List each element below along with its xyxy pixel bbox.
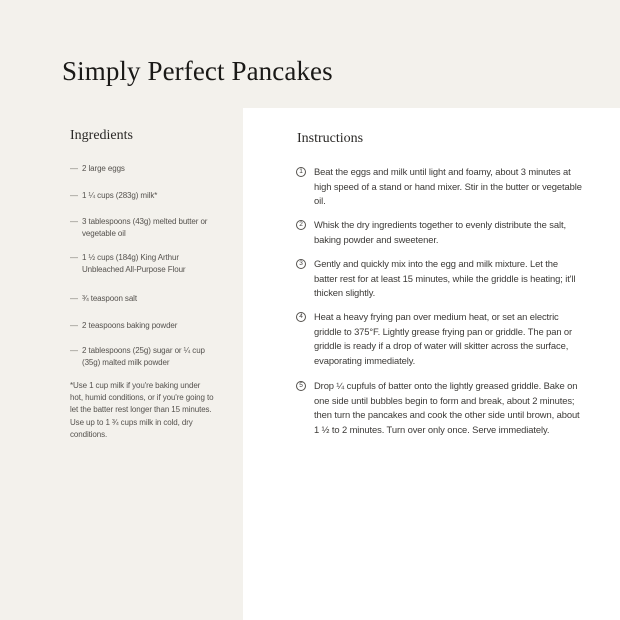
step-number-icon: 5: [296, 381, 306, 391]
ingredient-text: 2 tablespoons (25g) sugar or ¼ cup (35g) malted milk powder: [82, 346, 205, 367]
ingredient-text: ¾ teaspoon salt: [82, 294, 137, 303]
instructions-heading: Instructions: [297, 131, 364, 146]
dash-icon: —: [70, 191, 78, 200]
step-text: Drop ¼ cupfuls of batter onto the lightly greased griddle. Bake on one side until bubbles begin to form and break, about 2 minutes; then turn the pancakes and cook the other side until brown, about 1 ½ to 2 minutes. Turn over only once. Serve immediately.: [314, 380, 580, 435]
ingredients-panel: [0, 108, 243, 620]
step-text: Heat a heavy frying pan over medium heat, or set an electric griddle to 375°F. Lightly grease frying pan or griddle. The pan or griddle is ready if a drop of water will skitter across the surface, evaporating immediately.: [314, 311, 573, 366]
dash-icon: —: [70, 346, 78, 355]
page-title: Simply Perfect Pancakes: [62, 56, 333, 86]
ingredient-text: 2 large eggs: [82, 164, 125, 173]
dash-icon: —: [70, 253, 78, 262]
step-number-icon: 1: [296, 167, 306, 177]
instructions-panel: [243, 108, 620, 620]
ingredient-text: 3 tablespoons (43g) melted butter or vegetable oil: [82, 217, 208, 238]
ingredient-text: 1 ½ cups (184g) King Arthur Unbleached All-Purpose Flour: [82, 253, 186, 274]
ingredients-footnote: *Use 1 cup milk if you're baking under hot, humid conditions, or if you're going to let the batter rest longer than 15 minutes. Use up to 1 ¾ cups milk in cold, dry conditions.: [70, 381, 214, 439]
dash-icon: —: [70, 321, 78, 330]
step-text: Whisk the dry ingredients together to evenly distribute the salt, baking powder and sweetener.: [314, 219, 566, 245]
ingredients-heading: Ingredients: [70, 128, 133, 143]
step-number-icon: 4: [296, 312, 306, 322]
dash-icon: —: [70, 217, 78, 226]
step-text: Beat the eggs and milk until light and foamy, about 3 minutes at high speed of a stand or hand mixer. Stir in the butter or vegetable oil.: [314, 166, 582, 207]
step-number-icon: 2: [296, 220, 306, 230]
ingredient-text: 2 teaspoons baking powder: [82, 321, 178, 330]
ingredient-text: 1 ¼ cups (283g) milk*: [82, 191, 158, 200]
step-text: Gently and quickly mix into the egg and milk mixture. Let the batter rest for at least 15 minutes, while the griddle is heating; it'll thicken slightly.: [314, 258, 576, 299]
step-number-icon: 3: [296, 259, 306, 269]
dash-icon: —: [70, 164, 78, 173]
dash-icon: —: [70, 294, 78, 303]
